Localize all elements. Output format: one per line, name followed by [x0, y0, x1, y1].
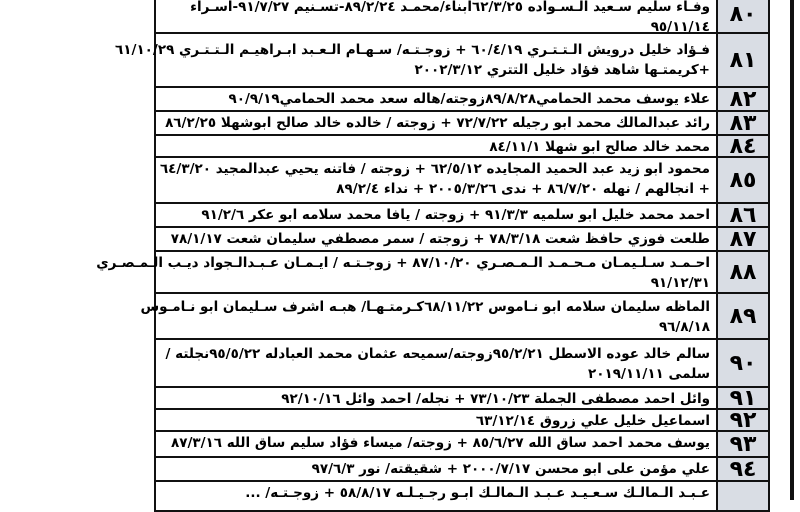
row-line: الماظه سليمان سلامه ابو نـاموس ٦٨/١١/٢٢كـرمتـهـا/ هبـه اشرف سـليمان ابو نـامـوس — [140, 299, 710, 315]
row-text — [92, 252, 716, 292]
table-row — [156, 458, 768, 482]
row-line: عـبـد الـمالـك سـعـيـد عـبـد الـمالـك ابـو رجـيـلـه ٥٨/٨/١٧ + زوجـتـه/ ... — [245, 485, 710, 501]
table-row — [156, 112, 768, 136]
table-row — [96, 252, 768, 294]
row-line: سلمى ٢٠١٩/١١/١١ — [588, 366, 710, 382]
row-line: وفـاء سليم سـعيد الـسـواده ٦٢/٣/٢٥ابناء/محمـد ٨٩/٢/٢٤-تسـنيم ٩١/٧/٢٧-اسـراء — [190, 0, 710, 15]
row-text — [156, 88, 716, 110]
row-text — [156, 0, 716, 35]
table-row — [156, 407, 768, 433]
names-table — [96, 0, 770, 512]
table-row — [156, 228, 768, 252]
table-row — [156, 385, 768, 411]
row-number: ٩٠ — [716, 340, 768, 386]
row-line: وائل احمد مصطفى الجملة ٧٣/١٠/٢٣ + نجله/ احمد وائل ٩٢/١٠/١٦ — [281, 391, 710, 407]
row-text — [156, 136, 716, 156]
row-text — [156, 458, 716, 480]
row-line: +كريمتـها شاهد فؤاد خليل التتري ٢٠٠٢/٣/١٢ — [414, 62, 710, 78]
table-row — [156, 482, 768, 512]
row-line: علاء يوسف محمد الحمامي٨٩/٨/٢٨زوجته/هاله سعد محمد الحمامي٩٠/٩/١٩ — [228, 91, 710, 107]
row-text — [156, 340, 716, 386]
table-row — [156, 204, 768, 228]
row-text — [156, 432, 716, 456]
row-line: محمد خالد صالح ابو شهلا ٨٤/١١/١ — [489, 139, 710, 155]
row-number: ٩٤ — [716, 458, 768, 480]
row-number: ٨٦ — [716, 204, 768, 226]
row-text — [156, 158, 716, 202]
row-line: طلعت فوزي حافظ شعت ٧٨/٣/١٨ + زوجته / سمر مصطفي سليمان شعت ٧٨/١/١٧ — [170, 231, 710, 247]
table-row — [156, 340, 768, 388]
row-text — [111, 34, 716, 86]
row-number: ٩٢ — [716, 410, 768, 430]
row-line: اسماعيل خليل علي زروق ٦٣/١٢/١٤ — [475, 413, 710, 429]
row-text — [137, 294, 716, 338]
table-row — [156, 432, 768, 458]
row-number: ٨٠ — [716, 0, 768, 32]
row-line: سالم خالد عوده الاسطل ٩٥/٢/٢١زوجته/سميحه عثمان محمد العبادله ٩٥/٥/٢٢نجلته / — [165, 346, 710, 362]
row-line: محمود ابو زيد عبد الحميد المجايده ٦٢/٥/١٢ + زوجته / فاتنه يحيي عبدالمجيد ٦٤/٣/٢٠ — [159, 161, 710, 177]
row-number: ٩٣ — [716, 432, 768, 456]
row-number: ٨٣ — [716, 112, 768, 134]
row-line: احـمـد سـلـيمـان مـحـمـد الـمـصـري ٨٧/١٠/٢٠ + زوجـتـه / ايـمـان عـبـدالـجواد ديـب الـمـصـري — [96, 255, 710, 271]
row-text — [156, 228, 716, 250]
table-row — [156, 158, 768, 204]
row-line: يوسف محمد احمد ساق الله ٨٥/٦/٢٧ + زوجته/ ميساء فؤاد سليم ساق الله ٨٧/٣/١٦ — [170, 435, 710, 451]
row-number: ٨٢ — [716, 88, 768, 110]
table-row — [156, 88, 768, 112]
row-number: ٨٩ — [716, 294, 768, 338]
row-number: ٨٧ — [716, 228, 768, 250]
table-row — [115, 34, 768, 88]
row-number: ٨١ — [716, 34, 768, 86]
row-text — [156, 410, 716, 430]
row-line: علي مؤمن على ابو محسن ٢٠٠٠/٧/١٧ + شقيقته/ نور ٩٧/٦/٣ — [311, 461, 710, 477]
right-edge-border — [790, 0, 794, 500]
row-text — [156, 482, 716, 510]
row-number: ٨٥ — [716, 158, 768, 202]
row-number — [716, 482, 768, 510]
row-number: ٨٨ — [716, 252, 768, 292]
row-text — [156, 388, 716, 408]
row-line: ٩٦/٨/١٨ — [658, 319, 710, 335]
row-line: احمد محمد خليل ابو سلميه ٩١/٣/٣ + زوجته / يافا محمد سلامه ابو عكر ٩١/٢/٦ — [201, 207, 710, 223]
table-row — [140, 294, 768, 340]
row-line: فـؤاد خليل درويش الـتـتـري ٦٠/٤/١٩ + زوجـتـه/ سـهـام الـعـبد ابـراهيـم الـتـتـري ٦١/١٠/٢٩ — [115, 42, 710, 58]
row-line: + انجالهم / نهله ٨٦/٧/٢٠ + ندى ٢٠٠٥/٣/٢٦ + نداء ٨٩/٢/٤ — [336, 181, 710, 197]
row-number: ٩١ — [716, 388, 768, 408]
table-row — [156, 133, 768, 159]
row-line: ٩٥/١١/١٤ — [650, 19, 710, 35]
row-number: ٨٤ — [716, 136, 768, 156]
row-text — [156, 112, 716, 134]
row-line: رائد عبدالمالك محمد ابو رجيله ٧٢/٧/٢٢ + زوجته / خالده خالد صالح ابوشهلا ٨٦/٢/٢٥ — [165, 115, 710, 131]
row-line: ٩١/١٢/٣١ — [650, 275, 710, 291]
table-row — [156, 0, 768, 34]
row-text — [156, 204, 716, 226]
